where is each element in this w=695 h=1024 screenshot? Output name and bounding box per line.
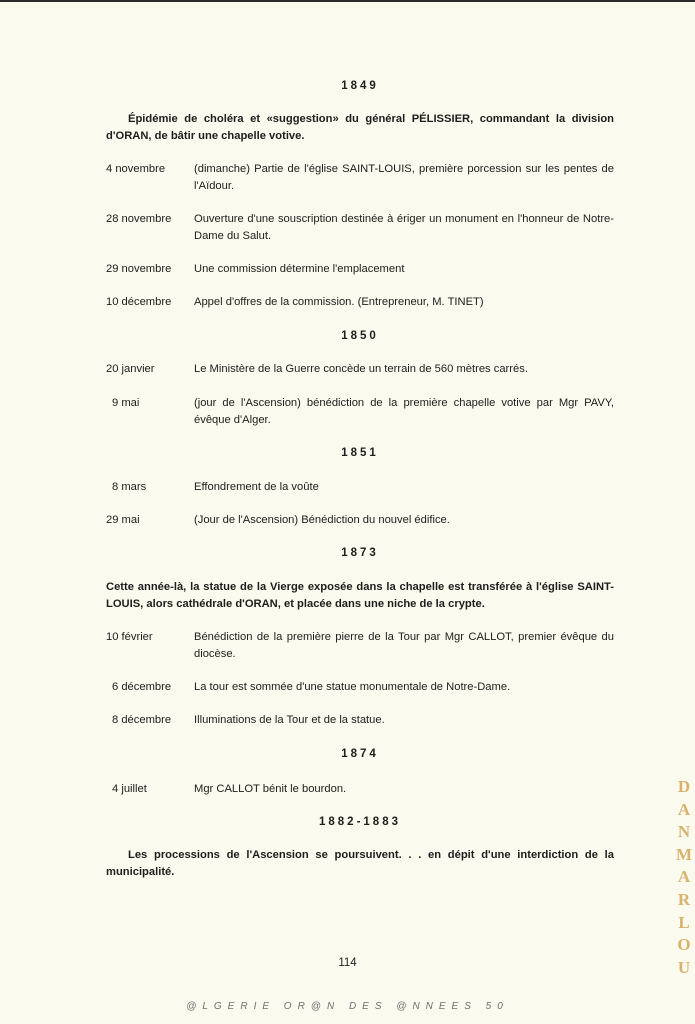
entry-text: Effondrement de la voûte [194,481,319,493]
page-number: 114 [338,957,357,969]
entry-text: Mgr CALLOT bénit le bourdon. [194,783,347,795]
watermark-letter: D [677,777,691,796]
year-heading: 1851 [341,447,379,459]
year-heading: 1850 [341,330,379,342]
entry-text: (Jour de l'Ascension) Bénédiction du nouvel édifice. [194,514,450,526]
entry-date: 8 décembre [112,714,172,726]
watermark-letter: U [677,957,691,977]
entry-text: Le Ministère de la Guerre concède un terrain de 560 mètres carrés. [194,363,528,375]
entry-text: Appel d'offres de la commission. (Entrepreneur, M. TINET) [194,296,484,308]
watermark-letter: R [677,889,691,909]
entry-date: 9 mai [112,397,140,409]
entry-text: Bénédiction de la première pierre de la Tour par Mgr CALLOT, premier évêque du diocèse. [194,631,614,660]
year-heading: 1874 [341,748,379,760]
entry-text: Une commission détermine l'emplacement [194,263,405,275]
entry-date: 10 février [106,631,153,643]
watermark-letter: A [677,799,691,819]
entry-text: La tour est sommée d'une statue monumentale de Notre-Dame. [194,681,511,693]
entry-text: Ouverture d'une souscription destinée à ériger un monument en l'honneur de Notre-Dame du Salut. [194,213,614,242]
watermark-letter: A [677,867,691,887]
entry-text: Illuminations de la Tour et de la statue. [194,714,385,726]
watermark-logo [672,776,695,986]
entry-date: 8 mars [112,481,147,493]
entry-date: 6 décembre [112,681,172,693]
entry-date: 29 novembre [106,263,172,275]
year-heading: 1882-1883 [319,816,401,828]
entry-date: 20 janvier [106,363,155,375]
intro-paragraph: Épidémie de choléra et «suggestion» du général PÉLISSIER, commandant la division d'ORAN, de bâtir une chapelle votive. [106,113,614,142]
entry-text: (jour de l'Ascension) bénédiction de la première chapelle votive par Mgr PAVY, évêque d'Alger. [194,397,614,426]
entry-text: (dimanche) Partie de l'église SAINT-LOUIS, première porcession sur les pentes de l'Aïdour. [194,163,614,192]
watermark-letter: M [675,844,693,864]
year-heading: 1873 [341,547,379,559]
entry-date: 4 novembre [106,163,166,175]
entry-date: 29 mai [106,514,140,526]
entry-date: 4 juillet [112,783,147,795]
top-rule [0,0,695,2]
year-heading: 1849 [341,80,379,92]
watermark-letter: O [677,935,691,955]
footer-banner: @LGERIE OR@N DES @NNEES 50 [186,1001,509,1012]
entry-date: 10 décembre [106,296,172,308]
entry-date: 28 novembre [106,213,172,225]
watermark-letter: N [677,822,691,842]
intro-paragraph: Cette année-là, la statue de la Vierge exposée dans la chapelle est transférée à l'église SAINT-LOUIS, alors cathédrale d'ORAN, et placée dans une niche de la crypte. [106,581,614,610]
intro-paragraph: Les processions de l'Ascension se poursuivent. . . en dépit d'une interdiction de la municipalité. [106,849,614,878]
watermark-letter: L [678,912,690,932]
